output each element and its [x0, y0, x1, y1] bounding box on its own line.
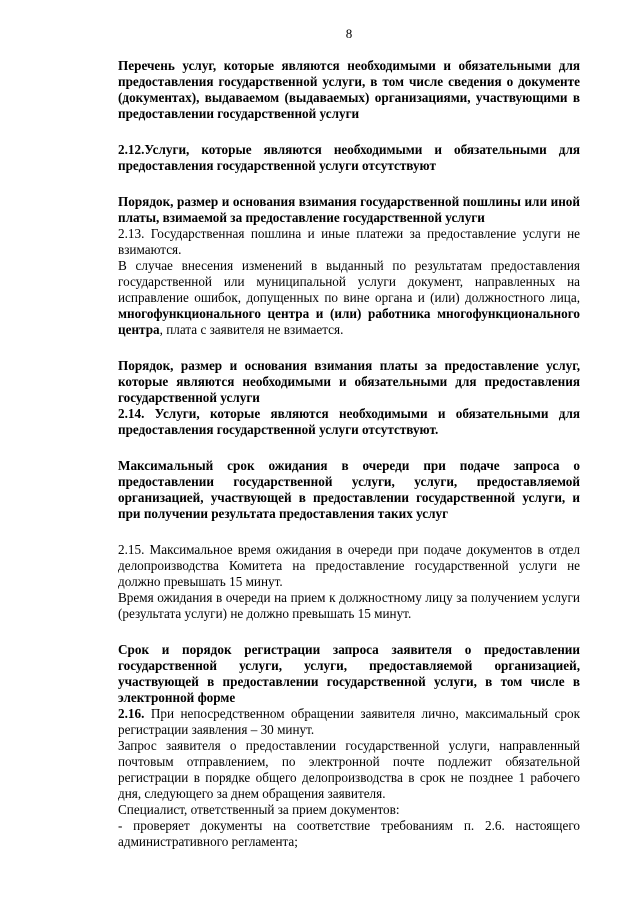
mfc-bold-text: многофункционального центра и (или) работника многофункционального центра	[118, 306, 580, 337]
section-heading-registration: Срок и порядок регистрации запроса заявителя о предоставлении государственной услуги, услуги, предоставляемой организацией, участвующей в предоставлении государственной услуги, в том числе в электронной форме	[118, 642, 580, 705]
clause-2-16-text: При непосредственном обращении заявителя лично, максимальный срок регистрации заявления – 30 минут.	[118, 706, 580, 737]
clause-2-15-text: 2.15. Максимальное время ожидания в очереди при подаче документов в отдел делопроизводства Комитета на предоставление государственной услуги не должно превышать 15 минут.	[118, 542, 580, 589]
postal-request-paragraph: Запрос заявителя о предоставлении государственной услуги, направленный почтовым отправлением, по электронной почте подлежит обязательной регистрации в порядке общего делопроизводства в срок не позднее 1 рабочего дня, следующего за днем обращения заявителя.	[118, 738, 580, 801]
section-heading-state-fee: Порядок, размер и основания взимания государственной пошлины или иной платы, взимаемой за предоставление государственной услуги	[118, 194, 580, 225]
correction-fee-text-start: В случае внесения изменений в выданный по результатам предоставления государственной или муниципальной услуги документ, направленных на исправление ошибок, допущенных по вине органа и (или) должностного лица,	[118, 258, 580, 305]
clause-2-16-paragraph	[118, 706, 580, 738]
specialist-intro-paragraph: Специалист, ответственный за прием документов:	[118, 802, 400, 817]
section-heading-queue-time: Максимальный срок ожидания в очереди при подаче запроса о предоставлении государственной услуги, услуги, предоставляемой организацией, участвующей в предоставлении государственной услуги, и при получении результата предоставления таких услуг	[118, 458, 580, 521]
queue-time-official-text: Время ожидания в очереди на прием к должностному лицу за получением услуги (результата услуги) не должно превышать 15 минут.	[118, 590, 580, 621]
document-page	[118, 26, 580, 850]
clause-2-13-text: 2.13. Государственная пошлина и иные платежи за предоставление услуги не взимаются.	[118, 226, 580, 257]
section-heading-required-services: Перечень услуг, которые являются необходимыми и обязательными для предоставления государственной услуги, в том числе сведения о документе (документах), выдаваемом (выдаваемых) организациями, участвующими в предоставлении государственной услуги	[118, 58, 580, 121]
section-heading-service-fee: Порядок, размер и основания взимания платы за предоставление услуг, которые являются необходимыми и обязательными для предоставления государственной услуги	[118, 358, 580, 405]
correction-fee-paragraph	[118, 258, 580, 338]
clause-2-14-heading: 2.14. Услуги, которые являются необходимыми и обязательными для предоставления государственной услуги отсутствуют.	[118, 406, 580, 437]
page-number: 8	[345, 26, 353, 41]
specialist-check-item: - проверяет документы на соответствие требованиям п. 2.6. настоящего административного регламента;	[118, 818, 580, 849]
clause-2-12-heading: 2.12.Услуги, которые являются необходимыми и обязательными для предоставления государственной услуги отсутствуют	[118, 142, 580, 173]
clause-2-16-number: 2.16.	[118, 706, 145, 721]
correction-fee-text-end: , плата с заявителя не взимается.	[159, 322, 344, 337]
